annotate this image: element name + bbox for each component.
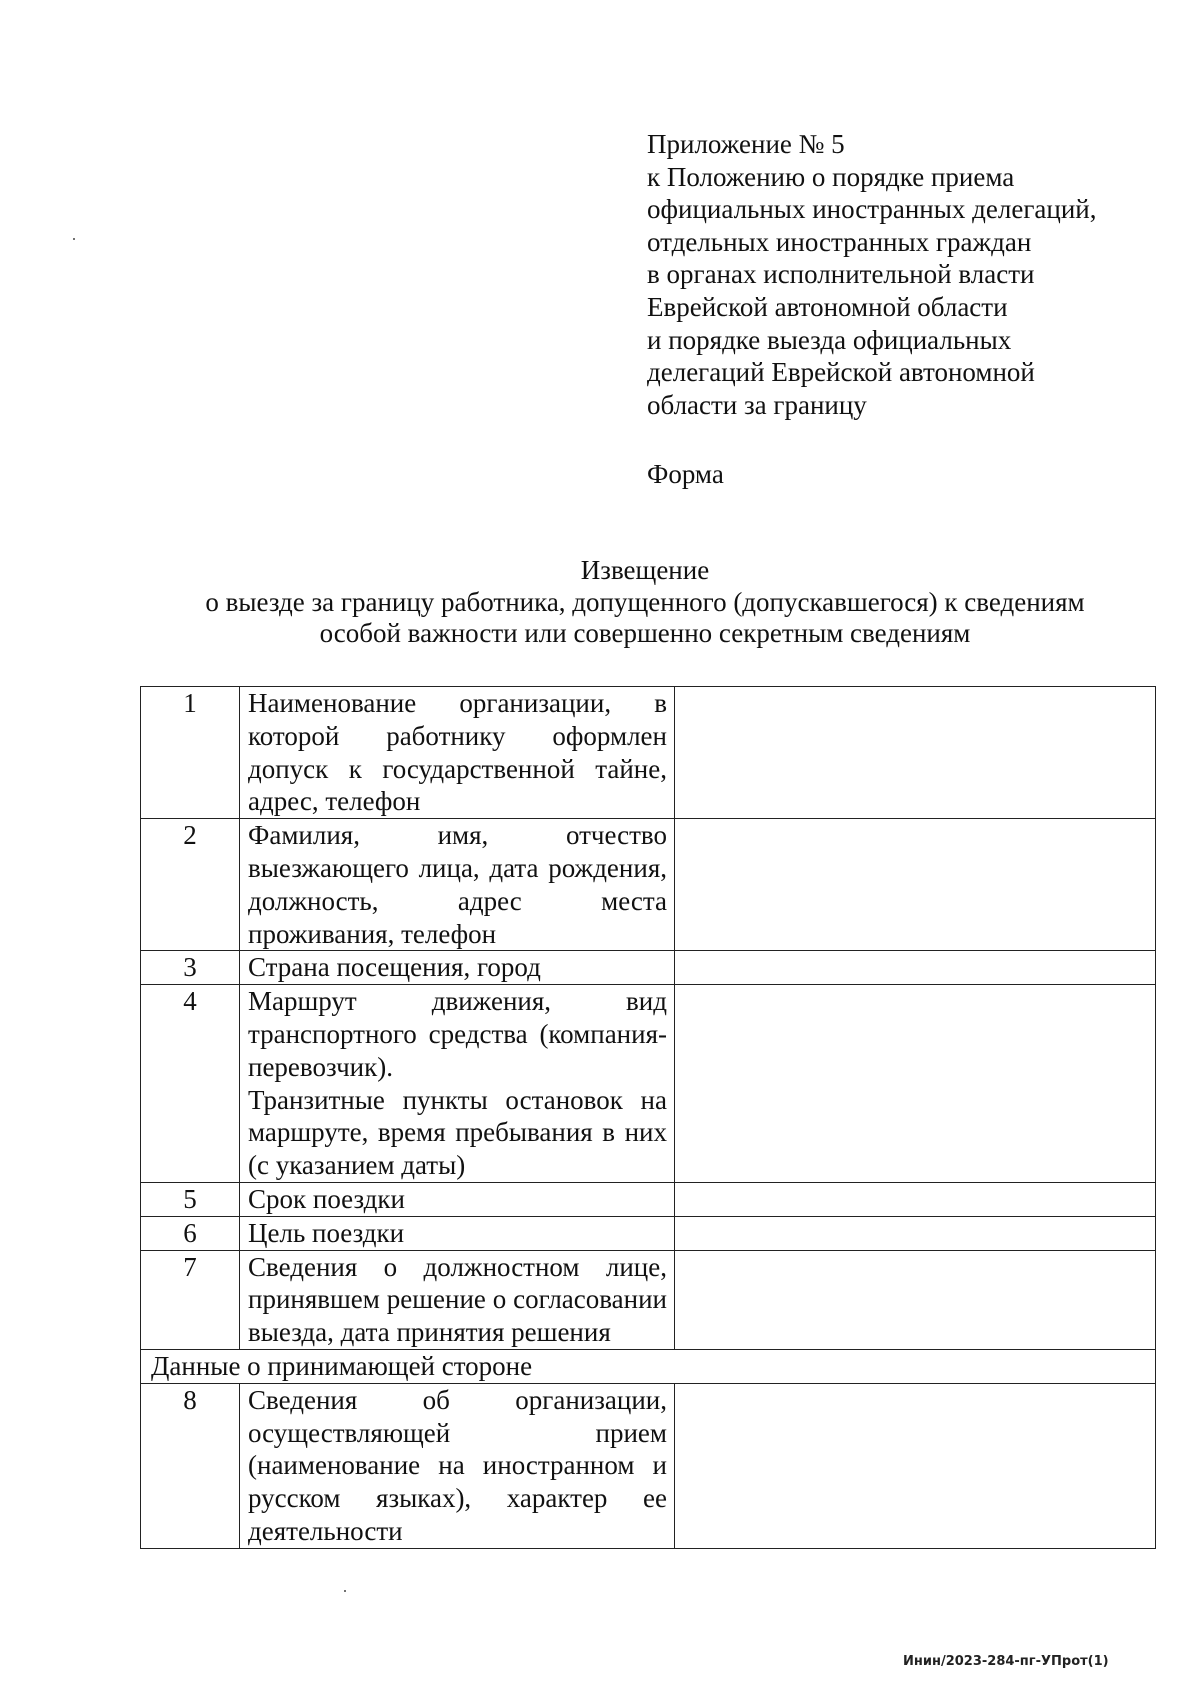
row-label: Цель поездки <box>240 1216 675 1250</box>
row-label-part: Транзитные пункты остановок на маршруте, время пребывания в них (с указанием даты) <box>248 1084 667 1181</box>
appendix-line: к Положению о порядке приема <box>647 161 1015 192</box>
row-number: 1 <box>141 687 240 819</box>
row-label: Сведения о должностном лице, принявшем решение о согласовании выезда, дата принятия решения <box>240 1250 675 1349</box>
row-value-field[interactable] <box>675 1250 1156 1349</box>
table-row <box>141 985 1156 1183</box>
appendix-header <box>647 128 1167 421</box>
row-label-multi <box>240 985 675 1183</box>
notice-title: Извещение <box>580 555 710 585</box>
row-number: 2 <box>141 819 240 951</box>
row-value-field[interactable] <box>675 1216 1156 1250</box>
appendix-line: области за границу <box>647 389 867 420</box>
appendix-line: и порядке выезда официальных <box>647 324 1012 355</box>
row-label: Сведения об организации, осуществляющей прием (наименование на иностранном и русском языках), характер ее деятельности <box>240 1383 675 1548</box>
row-value-field[interactable] <box>675 985 1156 1183</box>
row-value-field[interactable] <box>675 951 1156 985</box>
row-number: 4 <box>141 985 240 1183</box>
table-row <box>141 951 1156 985</box>
row-label: Наименование организации, в которой работнику оформлен допуск к государственной тайне, адрес, телефон <box>240 687 675 819</box>
notice-subtitle-line: о выезде за границу работника, допущенного (допускавшегося) к сведениям <box>205 586 1085 617</box>
table-row <box>141 1250 1156 1349</box>
notice-heading <box>130 555 1160 650</box>
table-row <box>141 1216 1156 1250</box>
table-row <box>141 819 1156 951</box>
section-heading: Данные о принимающей стороне <box>141 1349 1156 1383</box>
appendix-line: в органах исполнительной власти <box>647 259 1035 290</box>
row-value-field[interactable] <box>675 687 1156 819</box>
appendix-line: делегаций Еврейской автономной <box>647 357 1035 388</box>
scan-speck <box>344 1590 346 1592</box>
row-value-field[interactable] <box>675 819 1156 951</box>
row-number: 8 <box>141 1383 240 1548</box>
row-label-part: Маршрут движения, вид транспортного средства (компания-перевозчик). <box>248 986 667 1082</box>
appendix-line: официальных иностранных делегаций, <box>647 194 1097 225</box>
form-label: Форма <box>647 459 724 489</box>
table-row <box>141 687 1156 819</box>
row-number: 6 <box>141 1216 240 1250</box>
row-number: 5 <box>141 1182 240 1216</box>
scan-speck <box>73 238 75 240</box>
appendix-line: Приложение № 5 <box>647 129 845 159</box>
table-row <box>141 1383 1156 1548</box>
row-label: Срок поездки <box>240 1182 675 1216</box>
notice-subtitle-line: особой важности или совершенно секретным сведениям <box>319 618 971 648</box>
row-label: Страна посещения, город <box>240 951 675 985</box>
appendix-line: отдельных иностранных граждан <box>647 226 1032 257</box>
row-label: Фамилия, имя, отчество выезжающего лица, дата рождения, должность, адрес места проживания, телефон <box>240 819 675 951</box>
row-value-field[interactable] <box>675 1182 1156 1216</box>
table-row <box>141 1182 1156 1216</box>
document-code: Инин/2023-284-пг-УПрот(1) <box>903 1654 1109 1669</box>
section-row <box>141 1349 1156 1383</box>
row-value-field[interactable] <box>675 1383 1156 1548</box>
row-number: 3 <box>141 951 240 985</box>
appendix-line: Еврейской автономной области <box>647 291 1008 322</box>
row-number: 7 <box>141 1250 240 1349</box>
notice-form-table <box>140 686 1156 1549</box>
